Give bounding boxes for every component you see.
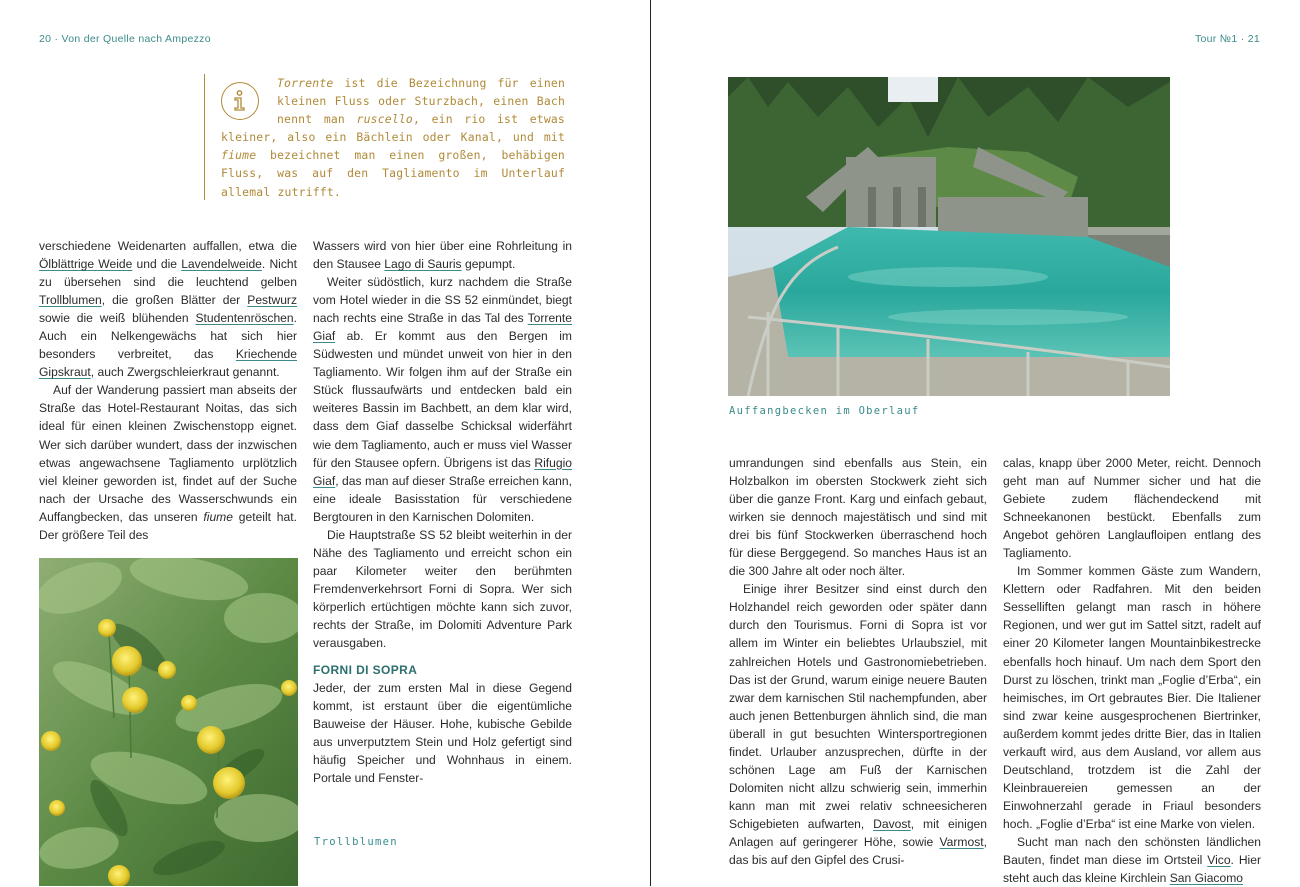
section-heading: FORNI DI SOPRA bbox=[313, 663, 418, 678]
paragraph: Jeder, der zum ersten Mal in diese Gegend kommt, ist erstaunt über die eigentümliche Bauweise der Häuser. Hohe, kubische Gebilde aus unverputztem Stein und Holz gefertigt sind häufig Speicher und Wohnhaus in einem. Portale und Fenster- bbox=[313, 681, 572, 786]
paragraph: Wassers wird von hier über eine Rohrleitung in den Stausee Lago di Sauris gepumpt. bbox=[313, 239, 572, 272]
left-running-head: 20 · Von der Quelle nach Ampezzo bbox=[39, 33, 211, 45]
right-running-head: Tour №1 · 21 bbox=[1194, 33, 1260, 45]
place-link: Vico bbox=[1207, 853, 1231, 868]
paragraph: Die Hauptstraße SS 52 bleibt weiterhin in der Nähe des Tagliamento und erreicht schon ein paar Kilometer weiter den berühmten Fremdenverkehrsort Forni di Sopra. Wer sich körperlich ertüchtigen möchte kann sich zuvor, rechts der Straße, im Dolomiti Adventure Park verausgaben. bbox=[313, 527, 572, 651]
place-link: San Giacomo bbox=[1169, 871, 1244, 886]
paragraph: umrandungen sind ebenfalls aus Stein, ein Holzbalkon im obersten Stockwerk zieht sich über die ganze Front. Karg und einfach gebaut, wirken sie dennoch majestätisch und sind mit drei bis fünf Stockwerken überraschend hoch für diese Berggegend. So manches Haus ist an die 300 Jahre alt oder noch älter. bbox=[729, 456, 987, 579]
italic-term: fiume bbox=[221, 148, 257, 163]
trollblumen-caption: Trollblumen bbox=[314, 836, 398, 848]
place-link: Trollblumen bbox=[39, 293, 102, 308]
info-box bbox=[204, 74, 566, 200]
info-text-float bbox=[221, 74, 277, 116]
place-link: Rifugio Giaf bbox=[313, 455, 572, 488]
place-link: Davost bbox=[873, 816, 911, 831]
trollblumen-photo bbox=[39, 558, 298, 886]
place-link: Ölblättrige Weide bbox=[39, 257, 133, 272]
place-link: Studentenröschen bbox=[195, 311, 294, 326]
italic-term: Torrente bbox=[277, 76, 334, 90]
paragraph: Im Sommer kommen Gäste zum Wandern, Klettern oder Radfahren. Mit den beiden Sesselliften gelangt man rasch in höhere Regionen, und wer gut im Sattel sitzt, radelt auf einer 20 Kilometer langen Mountainbikestrecke ebenfalls hoch hinauf. Um nach dem Sport den Durst zu löschen, trinkt man „Foglie d’Erba“, ein heimisches, im Ort gebrautes Bier. Die Italiener sind zwar keine ausgesprochenen Biertrinker, außerdem kommt jedes dritte Bier, das in Italien verkauft wird, aus dem Ausland, vor allem aus Deutschland, trotzdem ist die Zahl der Kleinbrauereien gemessen an der Einwohnerzahl gerade in Friaul besonders hoch. „Foglie d’Erba“ ist eine Marke von vielen. bbox=[1003, 564, 1261, 831]
paragraph: Sucht man nach den schönsten ländlichen Bauten, findet man diese im Ortsteil Vico. Hier steht auch das kleine Kirchlein San Giacomo bbox=[1003, 834, 1261, 886]
column-2-body bbox=[313, 237, 572, 652]
text-column-4 bbox=[1003, 454, 1261, 887]
paragraph: Auf der Wanderung passiert man abseits der Straße das Hotel-Restaurant Noitas, das sich ideal für einen kleinen Zwischenstopp eignet. Wer sich darüber wundert, dass der inzwischen etwas angewachsene Tagliamento urplötzlich viel kleiner geworden ist, findet auf der Suche nach der Ursache des Wasserschwunds ein Auffangbecken, das unseren fiume geteilt hat. Der größere Teil des bbox=[39, 383, 297, 542]
page-gutter bbox=[650, 0, 651, 886]
italic-term: ruscello bbox=[356, 112, 413, 127]
paragraph: Weiter südöstlich, kurz nachdem die Straße vom Hotel wieder in die SS 52 einmündet, biegt nach rechts eine Straße in das Tal des Torrente Giaf ab. Er kommt aus den Bergen im Südwesten und mündet unweit von hier in den Tagliamento. Wir folgen ihm auf der Straße ein Stück flussaufwärts und entdecken bald ein weiteres Bassin im Bachbett, an dem klar wird, dass dem Giaf dasselbe Schicksal widerfährt wie dem Tagliamento, auch er muss viel Wasser für den Stausee opfern. Übrigens ist das Rifugio Giaf, das man auf dieser Straße erreichen kann, eine ideale Basisstation für verschiedene Bergtouren in den Karnischen Dolomiten. bbox=[313, 275, 572, 524]
italic-term: fiume bbox=[203, 509, 233, 524]
paragraph: Einige ihrer Besitzer sind einst durch den Holzhandel reich geworden oder später dann durch den Tourismus. Forni di Sopra ist vor allem im Winter ein beliebtes Urlaubsziel, mit zahlreichen Hotels und Gastronomiebetrieben. Das ist der Grund, warum einige neuere Bauten zwar dem karnischen Stil nachempfunden, aber auch jenen Bettenburgen ähnlich sind, die man überall in gut besuchten Wintersportregionen findet. Urlauber anzusprechen, dürfte in der schönen Lage am Fuß der Karnischen Dolomiten nicht allzu schwierig sein, immerhin kann man mit zwei relativ schneesicheren Schigebieten aufwarten, Davost, mit einigen Anlagen auf geringerer Höhe, sowie Varmost, das bis auf den Gipfel des Crusi- bbox=[729, 582, 987, 868]
paragraph: calas, knapp über 2000 Meter, reicht. Dennoch geht man auf Nummer sicher und hat die Gebiete zudem flächendeckend mit Schneekanonen bestückt. Ebenfalls zum Angebot gehören Langlaufloipen entlang des Tagliamento. bbox=[1003, 456, 1261, 561]
place-link: Varmost bbox=[939, 834, 984, 849]
place-link: Pestwurz bbox=[247, 293, 297, 308]
text-column-3 bbox=[729, 454, 987, 869]
auffangbecken-caption: Auffangbecken im Oberlauf bbox=[729, 405, 920, 417]
place-link: Kriechende Gipskraut bbox=[39, 347, 297, 380]
text-column-1 bbox=[39, 237, 297, 544]
auffangbecken-photo bbox=[728, 77, 1170, 396]
place-link: Lago di Sauris bbox=[384, 257, 462, 272]
text-column-2 bbox=[313, 237, 572, 787]
info-box-rule bbox=[204, 74, 205, 200]
paragraph: verschiedene Weidenarten auffallen, etwa die Ölblättrige Weide und die Lavendelweide. Nicht zu übersehen sind die leuchtend gelben Trollblumen, die großen Blätter der Pestwurz sowie die weiß blühenden Studentenröschen. Auch ein Nelkengewächs hat sich hier besonders verbreitet, das Kriechende Gipskraut, auch Zwergschleierkraut genannt. bbox=[39, 239, 297, 380]
place-link: Lavendelweide bbox=[181, 257, 262, 272]
info-text: Torrente ist die Bezeichnung für einen kleinen Fluss oder Sturzbach, einen Bach nennt man ruscello, ein rio ist etwas kleiner, also ein Bächlein oder Kanal, und mit fiume bezeichnet man einen großen, behäbigen Fluss, was auf den Tagliamento im Unterlauf allemal zutrifft. bbox=[221, 76, 565, 199]
place-link: Torrente Giaf bbox=[313, 311, 572, 344]
column-2-after-heading bbox=[313, 679, 572, 787]
